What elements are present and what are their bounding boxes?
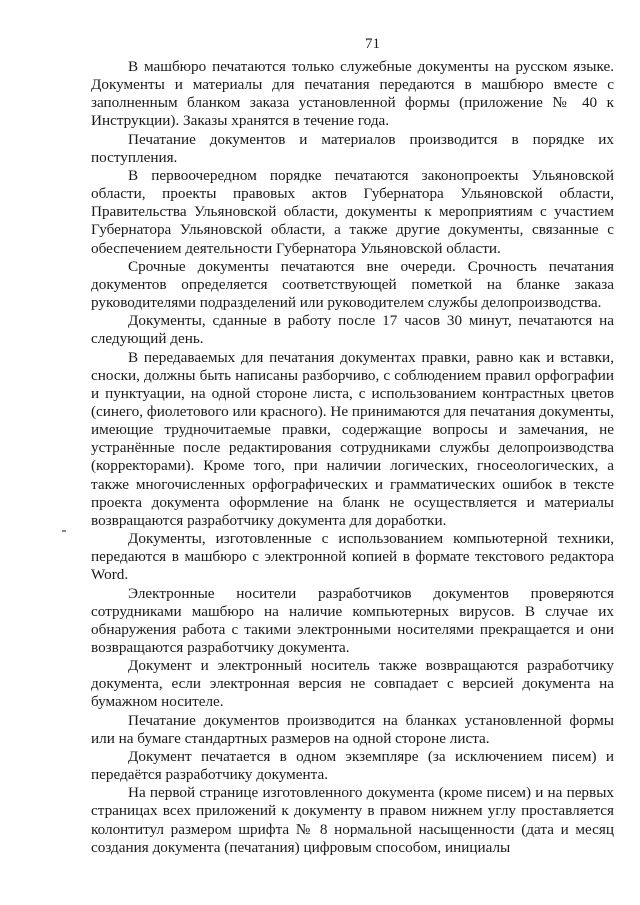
scan-mark (62, 530, 66, 532)
page-number: 71 (365, 36, 380, 52)
paragraph-order-of-receipt: Печатание документов и материалов производится в порядке их поступления. (91, 130, 614, 166)
paragraph-urgent-documents: Срочные документы печатаются вне очереди. Срочность печатания документов определяется соответствующей пометкой на бланке заказа руководителями подразделений или руководителем службы делопроизводства. (91, 257, 614, 312)
paragraph-corrections: В передаваемых для печатания документах правки, равно как и вставки, сноски, должны быть написаны разборчиво, с соблюдением правил орфографии и пунктуации, на одной стороне листа, с использованием контрастных цветов (синего, фиолетового или красного). Не принимаются для печатания документы, имеющие трудночитаемые правки, содержащие вопросы и замечания, не устранённые после редактирования сотрудниками службы делопроизводства (корректорами). Кроме того, при наличии логических, гносеологических, а также многочисленных орфографических и грамматических ошибок в тексте проекта документа оформление на бланк не осуществляется и материалы возвращаются разработчику документа для доработки. (91, 348, 614, 529)
paragraph-blank-forms: Печатание документов производится на бланках установленной формы или на бумаге стандартных размеров на одной стороне листа. (91, 711, 614, 747)
paragraph-typing-bureau: В машбюро печатаются только служебные документы на русском языке. Документы и материалы для печатания передаются в машбюро вместе с заполненным бланком заказа установленной формы (приложение № 40 к Инструкции). Заказы хранятся в течение года. (91, 58, 614, 130)
paragraph-electronic-copy: Документы, изготовленные с использованием компьютерной техники, передаются в машбюро с электронной копией в формате текстового редактора Word. (91, 530, 614, 584)
paragraph-single-copy: Документ печатается в одном экземпляре (за исключением писем) и передаётся разработчику документа. (91, 747, 614, 784)
paragraph-priority-order: В первоочередном порядке печатаются законопроекты Ульяновской области, проекты правовых актов Губернатора Ульяновской области, Правительства Ульяновской области, документы к мероприятиям с участием Губернатора Ульяновской области, а также другие документы, связанные с обеспечением деятельности Губернатора Ульяновской области. (91, 166, 614, 257)
paragraph-footer-colontitle: На первой странице изготовленного документа (кроме писем) и на первых страницах всех приложений к документу в правом нижнем углу проставляется колонтитул размером шрифта № 8 нормальной насыщенности (дата и месяц создания документа (печатания) цифровым способом, инициалы (91, 784, 614, 856)
paragraph-after-hours: Документы, сданные в работу после 17 часов 30 минут, печатаются на следующий день. (91, 312, 614, 348)
paragraph-virus-check: Электронные носители разработчиков документов проверяются сотрудниками машбюро на наличие компьютерных вирусов. В случае их обнаружения работа с такими электронными носителями прекращается и они возвращаются разработчику документа. (91, 584, 614, 656)
paragraph-version-mismatch: Документ и электронный носитель также возвращаются разработчику документа, если электронная версия не совпадает с версией документа на бумажном носителе. (91, 657, 614, 711)
